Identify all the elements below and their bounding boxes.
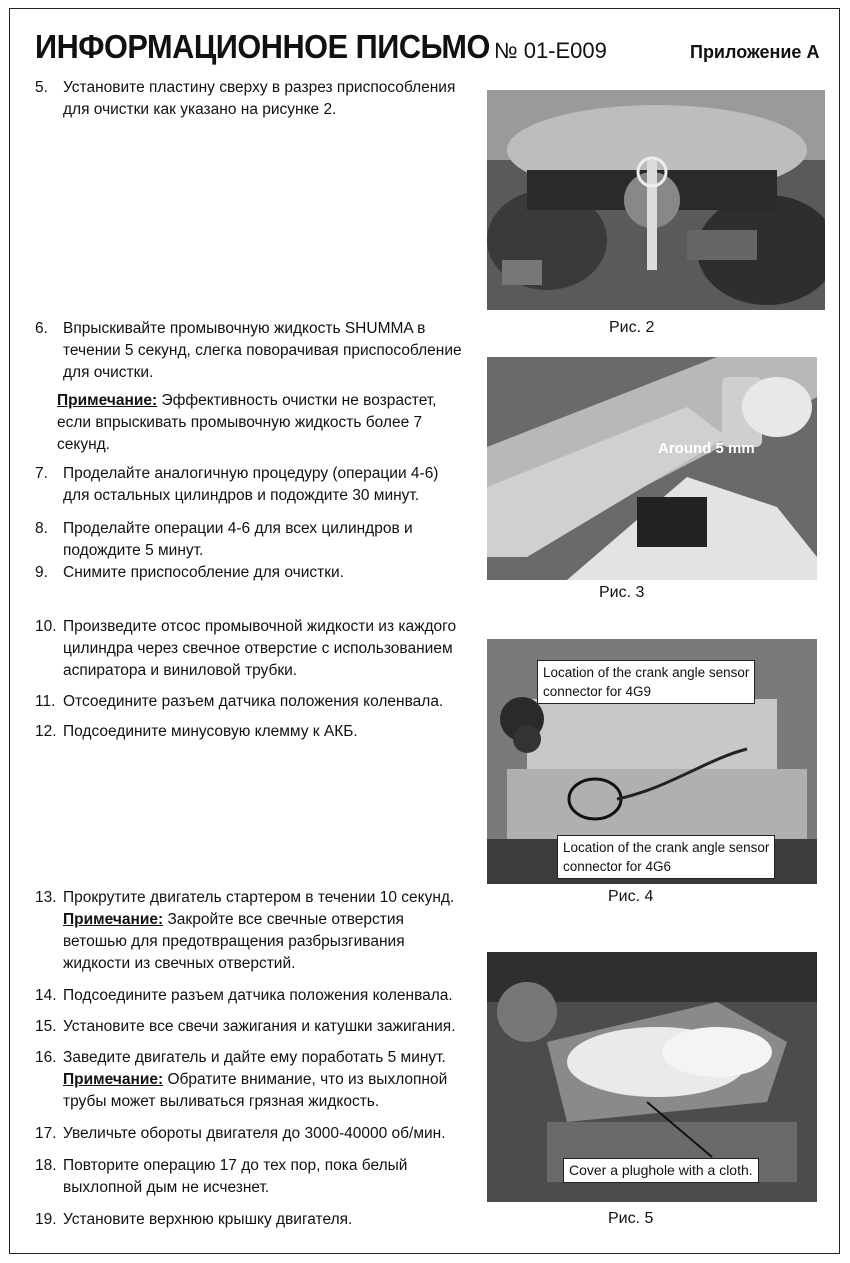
figure-3-caption: Рис. 3 bbox=[599, 584, 645, 601]
step-text: Снимите приспособление для очистки. bbox=[63, 564, 344, 581]
note-label: Примечание: bbox=[63, 1071, 164, 1088]
step-text: Установите верхнюю крышку двигателя. bbox=[63, 1211, 353, 1228]
note-label: Примечание: bbox=[57, 392, 158, 409]
step-number: 18. bbox=[35, 1157, 57, 1174]
step-number: 8. bbox=[35, 520, 48, 537]
document-title: ИНФОРМАЦИОННОЕ ПИСЬМО bbox=[35, 28, 490, 65]
step-number: 11. bbox=[35, 693, 56, 710]
step-text: Увеличьте обороты двигателя до 3000-40000 об/мин. bbox=[63, 1125, 446, 1142]
figure-2-photo bbox=[487, 90, 825, 310]
step-text: Заведите двигатель и дайте ему поработать 5 минут. bbox=[63, 1049, 446, 1066]
step-number: 9. bbox=[35, 564, 48, 581]
step-number: 15. bbox=[35, 1018, 57, 1035]
step-text: Прокрутите двигатель стартером в течении 10 секунд. bbox=[63, 889, 455, 906]
step-number: 16. bbox=[35, 1049, 57, 1066]
engine-plate-image bbox=[487, 90, 825, 310]
figure-5-caption: Рис. 5 bbox=[608, 1210, 654, 1227]
step-number: 10. bbox=[35, 618, 57, 635]
step-number: 19. bbox=[35, 1211, 57, 1228]
note-step-16 bbox=[63, 1069, 483, 1113]
step-text: Подсоедините минусовую клемму к АКБ. bbox=[63, 723, 358, 740]
note-step-6 bbox=[57, 390, 477, 456]
figure-3-overlay-label: Around 5 mm bbox=[658, 440, 755, 457]
step-text: Произведите отсос промывочной жидкости из каждого цилиндра через свечное отверстие с использованием аспиратора и виниловой трубки. bbox=[63, 618, 457, 679]
step-text: Проделайте аналогичную процедуру (операции 4-6) для остальных цилиндров и подождите 30 минут. bbox=[63, 465, 439, 504]
figure-5-callout: Cover a plughole with a cloth. bbox=[563, 1158, 759, 1183]
step-text: Впрыскивайте промывочную жидкость SHUMMA в течении 5 секунд, слегка поворачивая приспособление для очистки. bbox=[63, 320, 462, 381]
step-number: 6. bbox=[35, 320, 48, 337]
step-number: 14. bbox=[35, 987, 57, 1004]
note-text: Обратите внимание, что из выхлопной трубы может выливаться грязная жидкость. bbox=[63, 1071, 448, 1110]
step-text: Отсоедините разъем датчика положения коленвала. bbox=[63, 693, 444, 710]
document-number: № 01-E009 bbox=[494, 38, 607, 63]
step-number: 5. bbox=[35, 79, 48, 96]
step-number: 7. bbox=[35, 465, 48, 482]
figure-2-caption: Рис. 2 bbox=[609, 319, 655, 336]
figure-3-photo bbox=[487, 357, 817, 580]
appendix-label: Приложение А bbox=[690, 42, 820, 62]
note-step-13 bbox=[63, 909, 483, 975]
step-text: Подсоедините разъем датчика положения коленвала. bbox=[63, 987, 453, 1004]
step-number: 13. bbox=[35, 889, 57, 906]
figure-4-callout-top: Location of the crank angle sensor connector for 4G9 bbox=[537, 660, 755, 704]
note-label: Примечание: bbox=[63, 911, 164, 928]
figure-4-caption: Рис. 4 bbox=[608, 888, 654, 905]
step-number: 17. bbox=[35, 1125, 57, 1142]
injection-spray-image bbox=[487, 357, 817, 580]
step-text: Проделайте операции 4-6 для всех цилиндров и подождите 5 минут. bbox=[63, 520, 413, 559]
step-text: Повторите операцию 17 до тех пор, пока белый выхлопной дым не исчезнет. bbox=[63, 1157, 408, 1196]
step-text: Установите пластину сверху в разрез приспособления для очистки как указано на рисунке 2. bbox=[63, 79, 456, 118]
note-text: Закройте все свечные отверстия ветошью для предотвращения разбрызгивания жидкости из свечных отверстий. bbox=[63, 911, 405, 972]
note-text: Эффективность очистки не возрастет, если впрыскивать промывочную жидкость более 7 секунд. bbox=[57, 392, 437, 453]
figure-4-callout-bottom: Location of the crank angle sensor connector for 4G6 bbox=[557, 835, 775, 879]
step-text: Установите все свечи зажигания и катушки зажигания. bbox=[63, 1018, 456, 1035]
step-number: 12. bbox=[35, 723, 57, 740]
